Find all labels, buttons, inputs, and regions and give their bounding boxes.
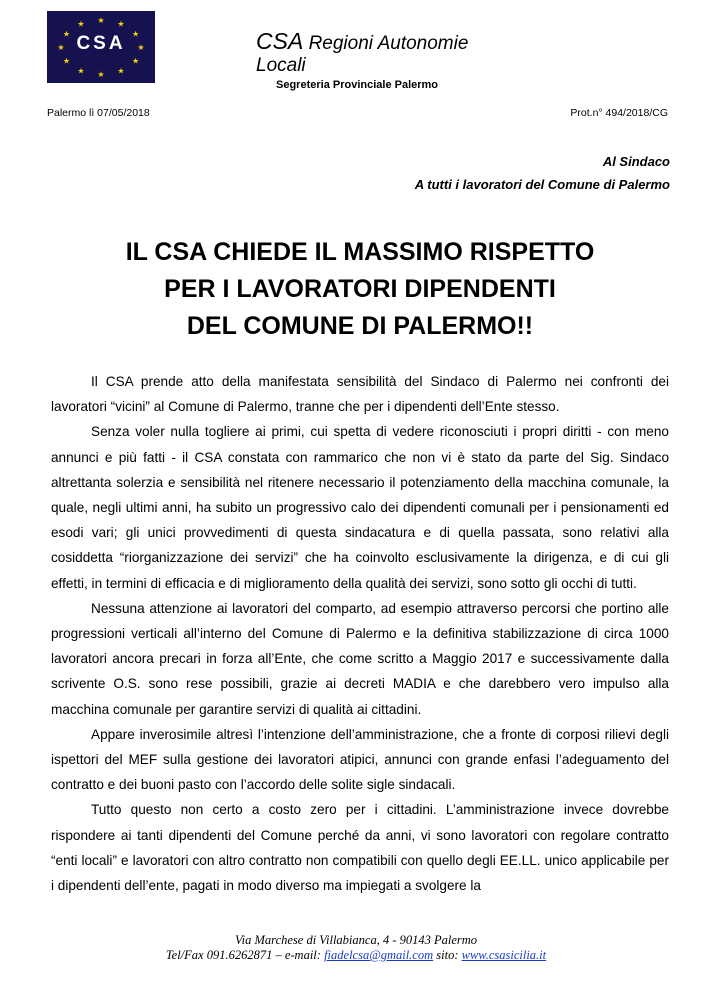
footer-address: Via Marchese di Villabianca, 4 - 90143 Palermo: [234, 933, 478, 947]
star-icon: ★: [137, 43, 145, 52]
star-icon: ★: [132, 56, 140, 66]
recipients: [415, 150, 670, 196]
star-icon: ★: [57, 43, 65, 52]
paragraph: Nessuna attenzione ai lavoratori del comparto, ad esempio attraverso percorsi che portino alle progressioni verticali all’interno del Comune di Palermo e la definitiva stabilizzazione di circa 1000 lavoratori ancora precari in forza all’Ente, che come scritto a Maggio 2017 e successivamente dalla scrivente O.S. sono rese possibili, grazie ai decreti MADIA e che darebbero vero impulso alla macchina comunale per garantire servizi di qualità ai cittadini.: [51, 600, 669, 717]
org-name: CSA: [256, 28, 304, 54]
headline-line: PER I LAVORATORI DIPENDENTI: [164, 275, 556, 303]
place-date: Palermo lì 07/05/2018: [47, 107, 150, 119]
star-icon: ★: [62, 56, 70, 66]
email-label: e-mail:: [284, 948, 325, 962]
paragraph: Il CSA prende atto della manifestata sensibilità del Sindaco di Palermo nei confronti dei lavoratori “vicini” al Comune di Palermo, tranne che per i dipendenti dell’Ente stesso.: [51, 374, 669, 415]
protocol-number: Prot.n° 494/2018/CG: [570, 107, 668, 119]
recipient-line: Al Sindaco: [602, 154, 670, 169]
footer-contacts: [0, 948, 712, 963]
star-icon: ★: [117, 66, 125, 76]
headline: [40, 234, 680, 345]
star-icon: ★: [77, 19, 85, 29]
star-icon: ★: [62, 29, 70, 39]
paragraph: Senza voler nulla togliere ai primi, cui spetta di vedere riconosciuti i propri diritti - con meno annunci e più fatti - il CSA constata con rammarico che non vi è stato da parte del Sig. Sindaco altrettanta solerzia e sensibilità nel ritenere necessario il potenziamento della macchina comunale, la quale, negli ultimi anni, ha subito un progressivo calo dei dipendenti comunali per i pensionamenti ed esodi vari; gli unici provvedimenti di questa sindacatura e di quella passata, sono relativi alla cosiddetta “riorganizzazione dei servizi” che ha coinvolto esclusivamente la dirigenza, e di cui gli effetti, in termini di efficacia e di miglioramento della qualità dei servizi, sono sotto gli occhi di tutti.: [51, 424, 669, 591]
phone-label: Tel/Fax 091.6262871 –: [165, 948, 285, 962]
star-icon: ★: [97, 16, 105, 25]
star-icon: ★: [132, 29, 140, 39]
csa-logo: [47, 11, 155, 83]
paragraph: Appare inverosimile altresì l’intenzione dell’amministrazione, che a fronte di corposi rilievi degli ispettori del MEF sulla gestione dei lavoratori atipici, annunci con grande enfasi l’adeguamento del contratto e dei buoni pasto con l’accordo delle solite sigle sindacali.: [51, 726, 669, 793]
email-link[interactable]: fiadelcsa@gmail.com: [324, 948, 434, 962]
paragraph: Tutto questo non certo a costo zero per i cittadini. L’amministrazione invece dovrebbe rispondere ai tanti dipendenti del Comune perché da anni, vi sono lavoratori con regolare contratto “enti locali” e lavoratori con altro contratto non compatibili con quello degli EE.LL. unico applicabile per i dipendenti dell’ente, pagati in modo diverso ma impiegati a svolgere la: [51, 802, 669, 894]
letter-body: [51, 369, 669, 898]
recipient-line: A tutti i lavoratori del Comune di Palermo: [414, 177, 670, 192]
org-suffix: Regioni Autonomie Locali: [256, 33, 469, 76]
site-link[interactable]: www.csasicilia.it: [461, 948, 547, 962]
logo-text: CSA: [76, 33, 126, 54]
site-label: sito:: [433, 948, 462, 962]
star-icon: ★: [77, 66, 85, 76]
headline-line: IL CSA CHIEDE IL MASSIMO RISPETTO: [125, 238, 595, 266]
footer: [0, 933, 712, 963]
organization-header: [256, 28, 516, 91]
headline-line: DEL COMUNE DI PALERMO!!: [186, 312, 534, 340]
star-icon: ★: [97, 70, 105, 79]
org-name-line: [256, 28, 516, 77]
org-subtitle: Segreteria Provinciale Palermo: [276, 79, 439, 91]
star-icon: ★: [117, 19, 125, 29]
